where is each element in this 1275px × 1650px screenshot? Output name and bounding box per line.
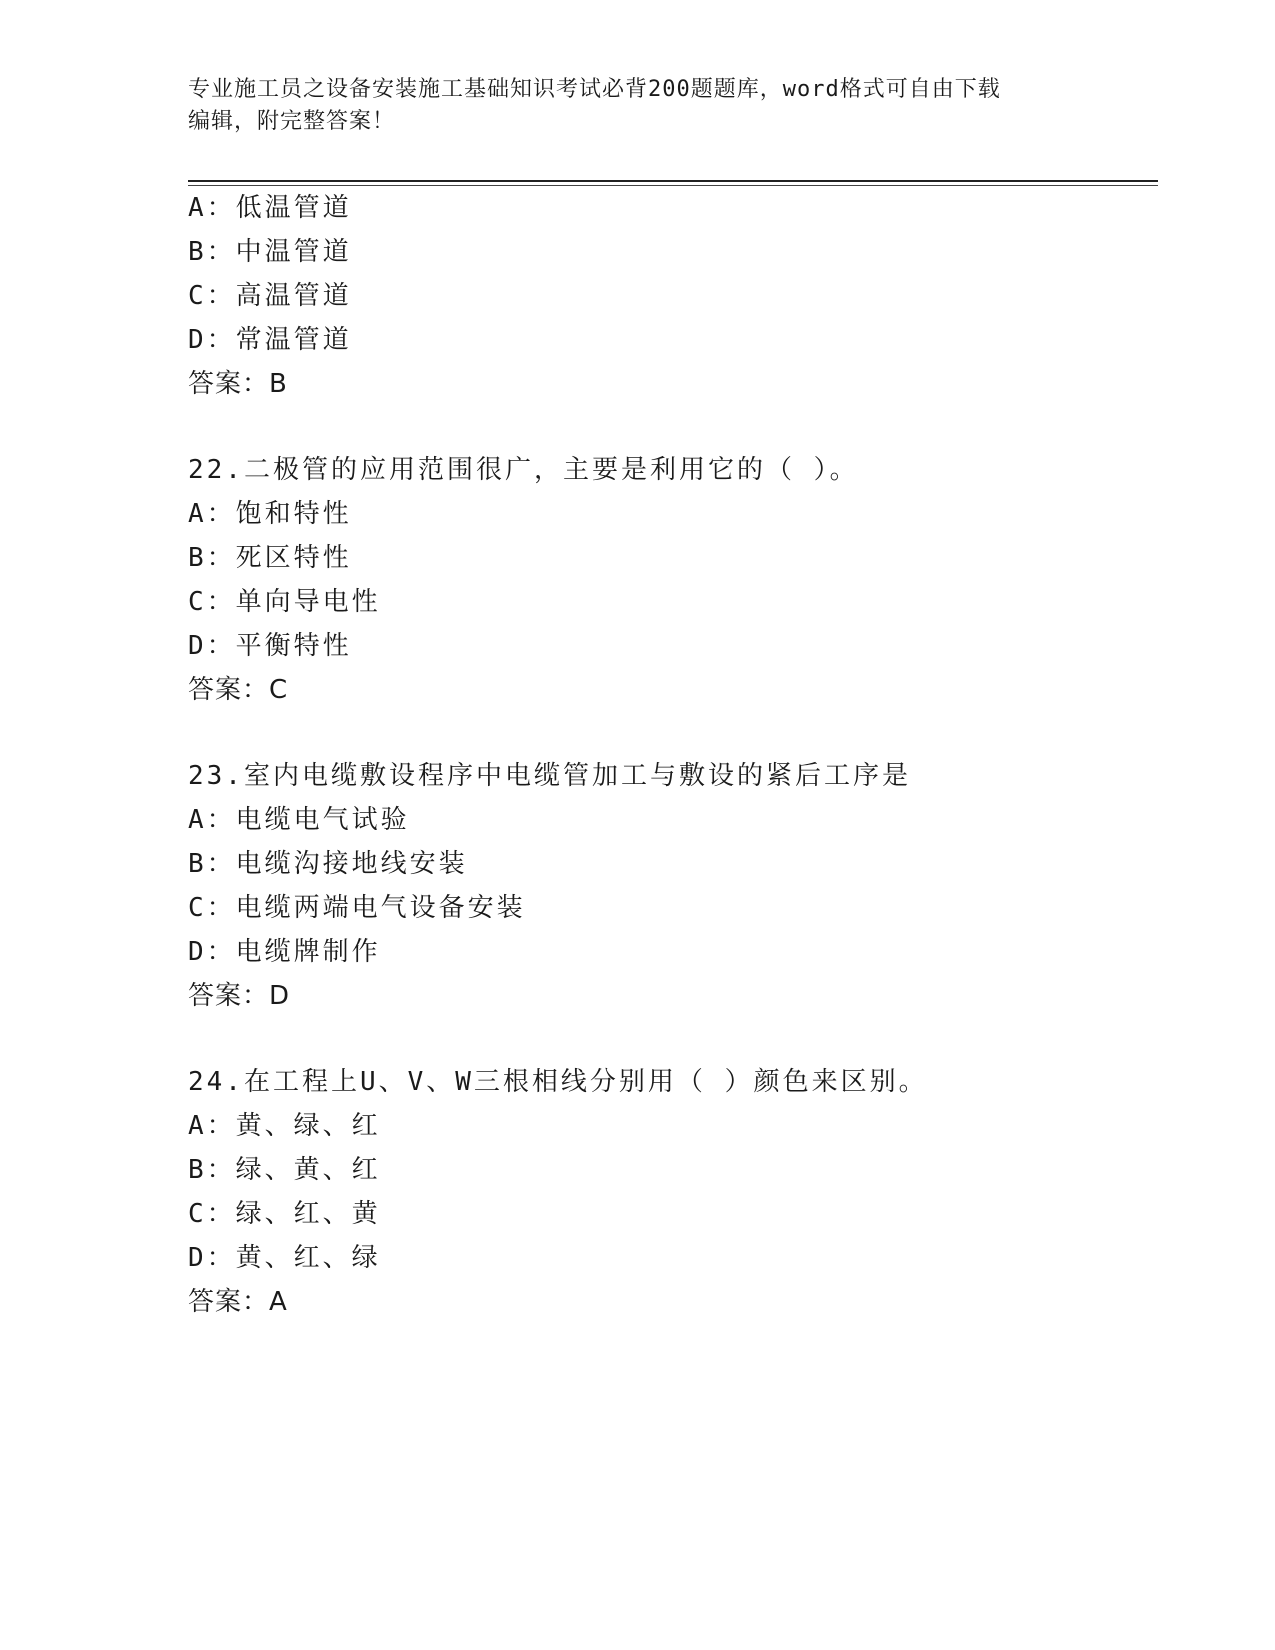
q23-question: 23.室内电缆敷设程序中电缆管加工与敷设的紧后工序是 — [188, 761, 911, 791]
q22-option-d: D：平衡特性 — [188, 631, 352, 661]
header-line-2: 编辑，附完整答案！ — [188, 109, 396, 134]
q22-option-b: B：死区特性 — [188, 543, 352, 573]
q21-option-d: D：常温管道 — [188, 325, 352, 355]
q24-question: 24.在工程上U、V、W三根相线分别用（ ）颜色来区别。 — [188, 1067, 928, 1097]
header-line-1: 专业施工员之设备安装施工基础知识考试必背200题题库，word格式可自由下载 — [188, 77, 1001, 102]
q22-question: 22.二极管的应用范围很广，主要是利用它的（ ）。 — [188, 455, 859, 485]
q21-answer: 答案：B — [188, 369, 288, 399]
q22-option-c: C：单向导电性 — [188, 587, 381, 617]
q23-option-c: C：电缆两端电气设备安装 — [188, 893, 526, 923]
q21-option-b: B：中温管道 — [188, 237, 352, 267]
q23-option-d: D：电缆牌制作 — [188, 937, 381, 967]
q24-option-a: A：黄、绿、红 — [188, 1111, 381, 1141]
q22-option-a: A：饱和特性 — [188, 499, 352, 529]
q23-option-a: A：电缆电气试验 — [188, 805, 410, 835]
q24-option-c: C：绿、红、黄 — [188, 1199, 381, 1229]
q21-option-c: C：高温管道 — [188, 281, 352, 311]
header-rule-thick — [188, 180, 1158, 182]
q24-option-b: B：绿、黄、红 — [188, 1155, 381, 1185]
q24-answer: 答案：A — [188, 1287, 288, 1317]
q24-option-d: D：黄、红、绿 — [188, 1243, 381, 1273]
header-rule-thin — [188, 185, 1158, 186]
q21-option-a: A：低温管道 — [188, 193, 352, 223]
document-header — [188, 74, 1088, 138]
q23-option-b: B：电缆沟接地线安装 — [188, 849, 468, 879]
q22-answer: 答案：C — [188, 675, 289, 705]
q23-answer: 答案：D — [188, 981, 291, 1011]
